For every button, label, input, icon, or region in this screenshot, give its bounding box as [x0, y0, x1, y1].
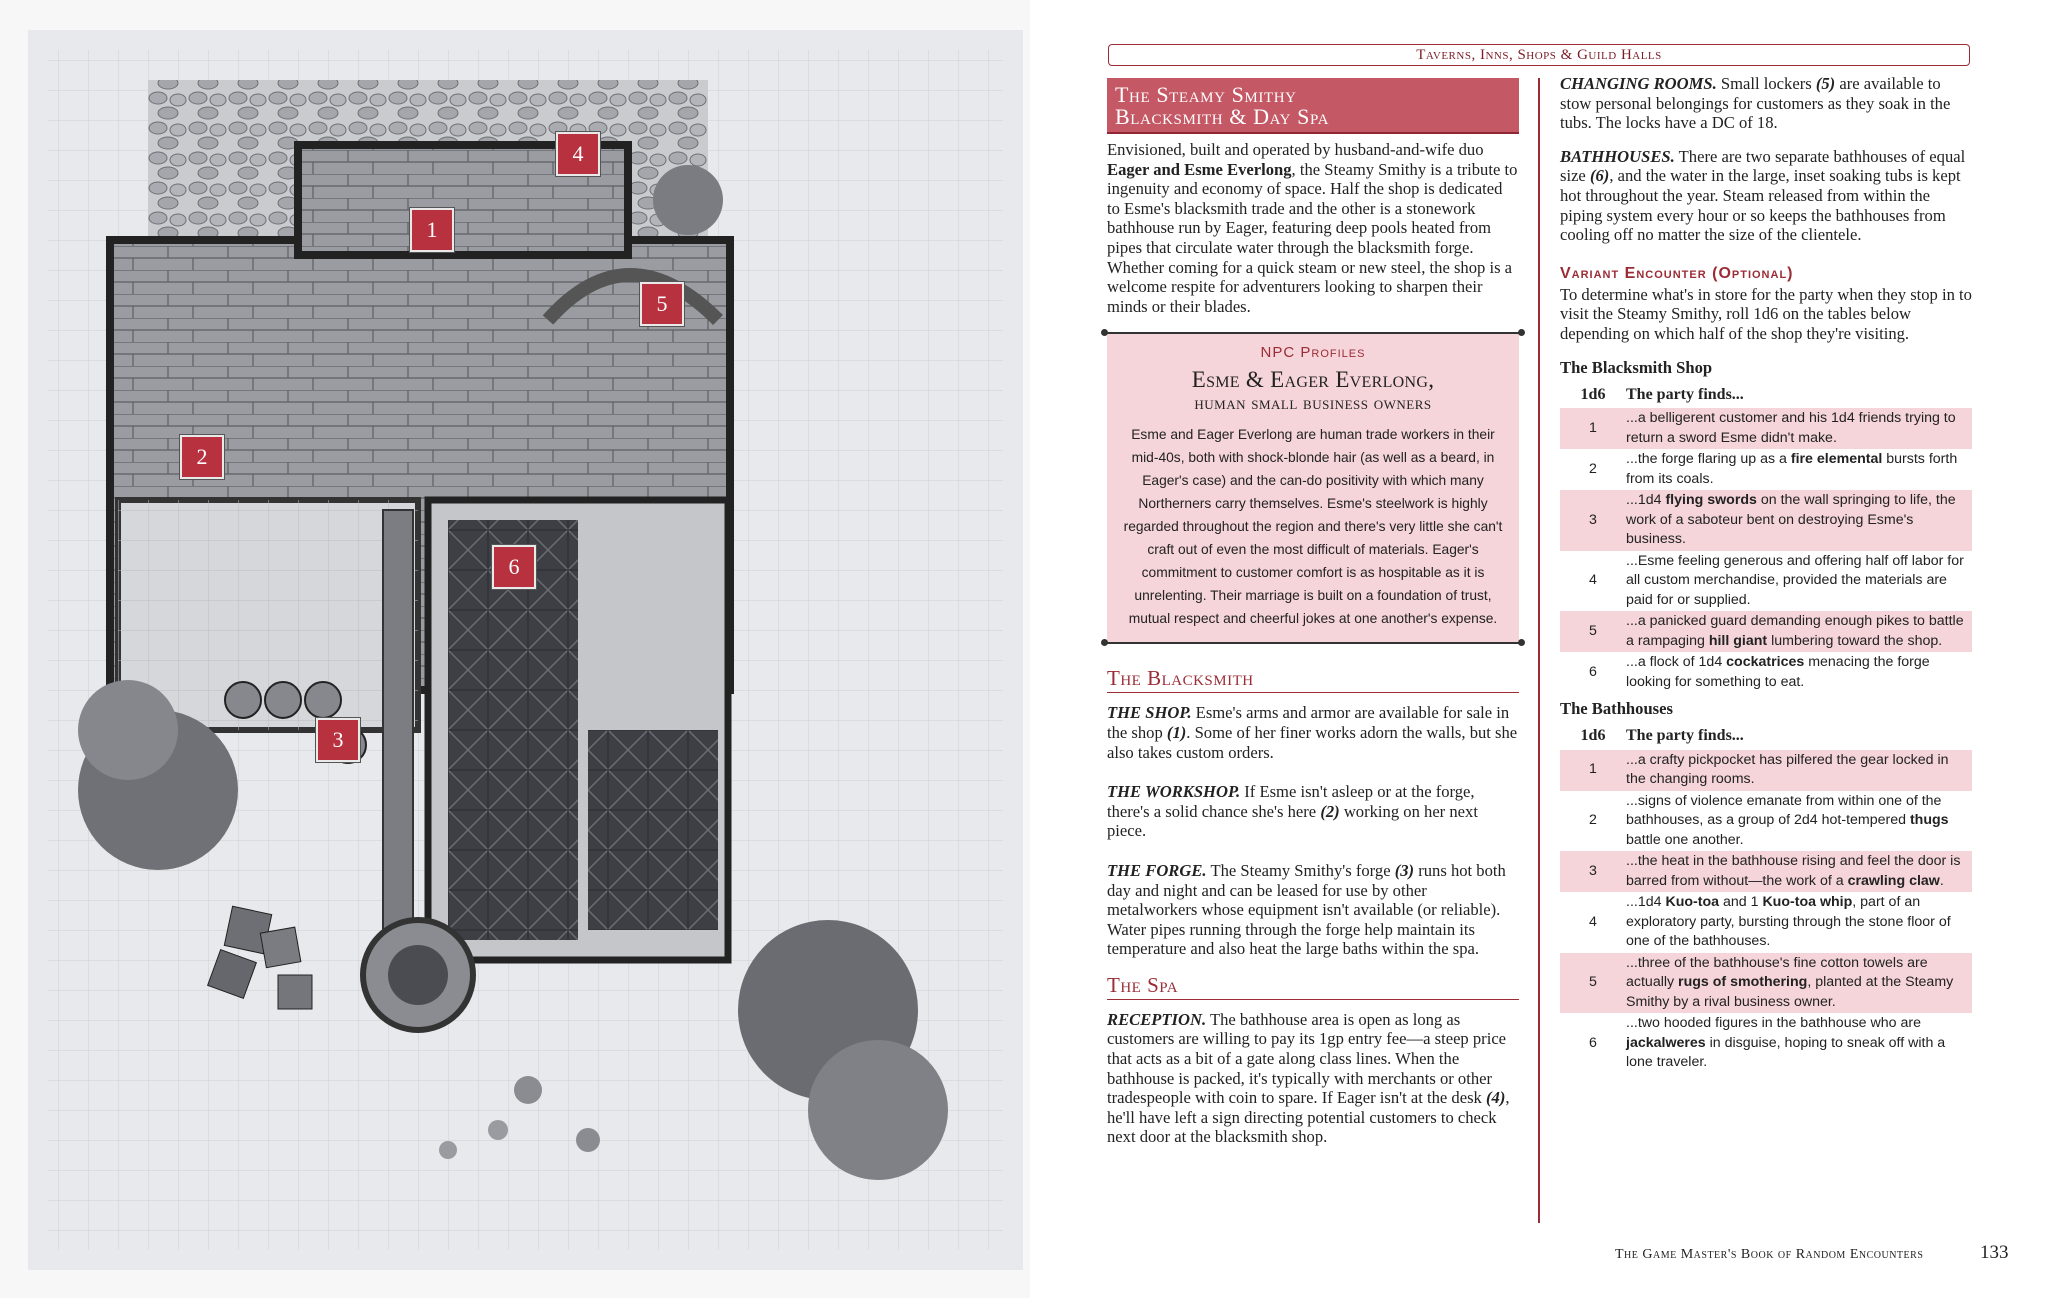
- table-row: [1560, 408, 1972, 449]
- roll-result: ...three of the bathhouse's fine cotton towels are actually rugs of smothering, planted at the Steamy Smithy by a rival business owner.: [1626, 953, 1972, 1014]
- roll-number: 5: [1560, 953, 1626, 1014]
- section-title: [1107, 78, 1519, 134]
- table-row: [1560, 851, 1972, 892]
- table-row: [1560, 1013, 1972, 1074]
- roll-result: ...a crafty pickpocket has pilfered the gear locked in the changing rooms.: [1626, 750, 1972, 791]
- die-header: 1d6: [1580, 385, 1606, 403]
- roll-result: ...the heat in the bathhouse rising and feel the door is barred from without—the work of a crawling claw.: [1626, 851, 1972, 892]
- right-column: [1560, 74, 1972, 1074]
- roll-result: ...a panicked guard demanding enough pikes to battle a rampaging hill giant lumbering toward the shop.: [1626, 611, 1972, 652]
- finds-header: The party finds...: [1626, 727, 1744, 745]
- map-marker-1: 1: [410, 208, 454, 252]
- npc-heading: NPC Profiles: [1260, 344, 1366, 362]
- table-row: [1560, 611, 1972, 652]
- forge-paragraph: THE FORGE. The Steamy Smithy's forge (3) runs hot both day and night and can be leased for use by other metalworkers whose equipment isn't available (or reliable). Water pipes running through the forge help maintain its temperature and also heat the large baths within the spa.: [1107, 860, 1506, 959]
- map-marker-2: 2: [180, 435, 224, 479]
- roll-number: 1: [1560, 750, 1626, 791]
- blacksmith-heading: The Blacksmith: [1107, 666, 1519, 693]
- roll-number: 4: [1589, 572, 1597, 589]
- workshop-paragraph: THE WORKSHOP. If Esme isn't asleep or at the forge, there's a solid chance she's here (2) working on her next piece.: [1107, 782, 1478, 841]
- spa-heading: The Spa: [1107, 973, 1519, 1000]
- table-row: [1560, 791, 1972, 852]
- map-marker-3: 3: [316, 718, 360, 762]
- roll-result: ...Esme feeling generous and offering half off labor for all custom merchandise, provided the materials are paid for or supplied.: [1626, 552, 1964, 608]
- blacksmith-encounter-table: [1560, 382, 1972, 694]
- npc-title: Esme & Eager Everlong,: [1191, 367, 1435, 393]
- map-marker-6: 6: [492, 545, 536, 589]
- blacksmith-table-title: The Blacksmith Shop: [1560, 357, 1713, 377]
- bathhouses-paragraph: BATHHOUSES. There are two separate bathhouses of equal size (6), and the water in the large, inset soaking tubs is kept hot throughout the year. Steam released from within the piping system every hour or so keeps the bathhouses from cooling off no matter the size of the clientele.: [1560, 146, 1966, 245]
- table-row: [1560, 652, 1972, 693]
- book-footer: The Game Master's Book of Random Encounters: [1615, 1247, 1924, 1262]
- roll-result: ...a flock of 1d4 cockatrices menacing the forge looking for something to eat.: [1626, 654, 1930, 690]
- changing-rooms-paragraph: CHANGING ROOMS. Small lockers (5) are available to stow personal belongings for customers as they soak in the tubs. The locks have a DC of 18.: [1560, 74, 1951, 133]
- roll-result: ...a belligerent customer and his 1d4 friends trying to return a sword Esme didn't make.: [1626, 408, 1972, 449]
- floor-plan-map: [28, 30, 1023, 1270]
- roll-result: ...two hooded figures in the bathhouse who are jackalweres in disguise, hoping to sneak off with a lone traveler.: [1626, 1015, 1946, 1071]
- roll-number: 5: [1560, 611, 1626, 652]
- finds-header: The party finds...: [1626, 385, 1744, 403]
- table-row: [1560, 551, 1972, 612]
- roll-number: 2: [1589, 812, 1597, 829]
- roll-number: 2: [1589, 460, 1597, 477]
- map-marker-4: 4: [556, 132, 600, 176]
- bathhouse-encounter-table: [1560, 723, 1972, 1074]
- table-row: [1560, 449, 1972, 490]
- die-header: 1d6: [1580, 727, 1606, 745]
- map-marker-5: 5: [640, 282, 684, 326]
- box-rule: [1103, 332, 1523, 334]
- roll-number: 3: [1560, 490, 1626, 551]
- roll-number: 6: [1589, 663, 1597, 680]
- running-head: Taverns, Inns, Shops & Guild Halls: [1108, 44, 1970, 66]
- table-row: [1560, 892, 1972, 953]
- shop-paragraph: THE SHOP. Esme's arms and armor are available for sale in the shop (1). Some of her finer works adorn the walls, but she also takes custom orders.: [1107, 703, 1518, 762]
- left-column: [1107, 78, 1519, 1147]
- variant-paragraph: To determine what's in store for the party when they stop in to visit the Steamy Smithy, roll 1d6 on the tables below depending on which half of the shop they're visiting.: [1560, 284, 1972, 343]
- column-divider: [1538, 78, 1540, 1223]
- roll-number: 1: [1560, 408, 1626, 449]
- intro-paragraph: Envisioned, built and operated by husband-and-wife duo Eager and Esme Everlong, the Steamy Smithy is a tribute to ingenuity and economy of space. Half the shop is dedicated to Esme's blacksmith trade and the other is a stonework bathhouse run by Eager, featuring deep pools heated from pipes that circulate water through the blacksmith forge. Whether coming for a quick steam or new steel, the shop is a welcome respite for adventurers looking to sharpen their minds or their blades.: [1107, 140, 1518, 316]
- roll-number: 6: [1589, 1034, 1597, 1051]
- roll-result: ...the forge flaring up as a fire elemental bursts forth from its coals.: [1626, 451, 1958, 487]
- roll-number: 3: [1560, 851, 1626, 892]
- roll-result: ...1d4 Kuo-toa and 1 Kuo-toa whip, part of an exploratory party, bursting through the stone floor of one of the bathhouses.: [1626, 894, 1951, 950]
- npc-description: Esme and Eager Everlong are human trade workers in their mid-40s, both with shock-blonde hair (as well as a beard, in Eager's case) and the can-do positivity with which many Northerners carry themselves. Esme's steelwork is highly regarded throughout the region and there's very little she can't craft out of even the most difficult of materials. Eager's commitment to customer comfort is as hospitable as it is unrelenting. Their marriage is built on a foundation of trust, mutual respect and cheerful jokes at one another's expense.: [1123, 427, 1503, 627]
- roll-result: ...1d4 flying swords on the wall springing to life, the work of a saboteur bent on destroying Esme's business.: [1626, 490, 1972, 551]
- table-row: [1560, 490, 1972, 551]
- title-line-2: Blacksmith & Day Spa: [1115, 104, 1329, 129]
- page-number: 133: [1980, 1242, 2009, 1263]
- npc-profile-box: [1107, 334, 1519, 642]
- roll-result: ...signs of violence emanate from within one of the bathhouses, as a group of 2d4 hot-tempered thugs battle one another.: [1626, 792, 1949, 848]
- bathhouse-table-title: The Bathhouses: [1560, 699, 1673, 719]
- title-line-1: The Steamy Smithy: [1115, 82, 1297, 107]
- reception-paragraph: RECEPTION. The bathhouse area is open as long as customers are willing to pay its 1gp entry fee—a steep price that acts as a bit of a gate along class lines. When the bathhouse is packed, it's typically with merchants or other tradespeople with coin to spare. If Eager isn't at the desk (4), he'll have left a sign directing potential customers to check next door at the blacksmith shop.: [1107, 1009, 1510, 1147]
- variant-heading: Variant Encounter (Optional): [1560, 264, 1794, 282]
- box-rule: [1103, 642, 1523, 644]
- table-row: [1560, 953, 1972, 1014]
- npc-subtitle: human small business owners: [1194, 393, 1432, 415]
- roll-number: 4: [1589, 913, 1597, 930]
- table-row: [1560, 750, 1972, 791]
